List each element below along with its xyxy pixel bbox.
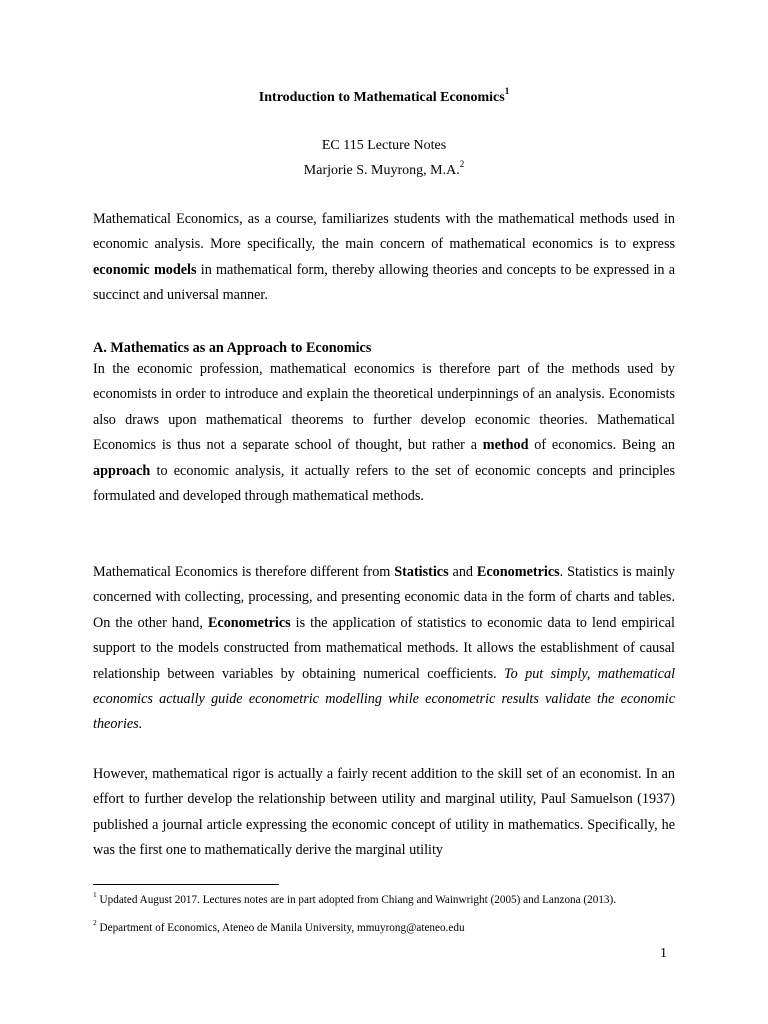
footnote-2-mark: 2 — [93, 918, 97, 928]
intro-text-2: in mathematical form, thereby allowing theories and concepts to be expressed in a succinct and universal manner. — [93, 261, 676, 304]
author-text: Marjorie S. Muyrong, M.A. — [303, 163, 460, 178]
p2-italic-summary: To put simply, mathematical economics actually guide econometric modelling while econometric results validate the economic theories. — [93, 665, 676, 733]
p1-bold-approach: approach — [93, 462, 151, 479]
footnote-1-text: Updated August 2017. Lectures notes are in part adopted from Chiang and Wainwright (2005) and Lanzona (2013). — [96, 894, 617, 906]
section-heading-a: A. Mathematics as an Approach to Economics — [93, 340, 372, 356]
section-a-paragraph-3: However, mathematical rigor is actually a fairly recent addition to the skill set of an economist. In an effort to further develop the relationship between utility and marginal utility, Paul Samuelson (1937) published a journal article expressing the economic concept of utility in mathematics. Specifically, he was the first one to mathematically derive the marginal utility — [93, 766, 675, 859]
p2-bold-econometrics-2: Econometrics — [207, 614, 291, 631]
p2-text-2: and — [448, 564, 477, 580]
footnote-2 — [93, 918, 675, 935]
p2-bold-statistics: Statistics — [394, 564, 449, 580]
p2-text-4: is the application of statistics to economic data to lend empirical support to the models constructed from mathematical methods. It allows the establishment of causal relationship between variables by obtaining numerical coefficients. — [93, 614, 675, 682]
title-footnote-marker[interactable]: 1 — [504, 86, 510, 97]
document-author — [0, 159, 768, 180]
footnote-1 — [93, 890, 675, 907]
p2-text-1: Mathematical Economics is therefore different from — [93, 564, 395, 580]
document-title — [0, 86, 768, 107]
section-a-paragraph-1 — [93, 357, 675, 509]
p1-text-3: to economic analysis, it actually refers to the set of economic concepts and principles formulated and developed through mathematical methods. — [93, 462, 675, 505]
footnote-separator — [93, 884, 279, 885]
intro-bold-economic-models: economic models — [93, 261, 197, 278]
p2-bold-econometrics: Econometrics — [476, 564, 560, 580]
footnote-1-mark: 1 — [93, 890, 97, 900]
author-footnote-marker[interactable]: 2 — [459, 159, 465, 170]
intro-paragraph — [93, 207, 675, 309]
page-number: 1 — [660, 946, 667, 961]
p1-text-2: of economics. Being an — [528, 437, 675, 454]
p2-text-3: . Statistics is mainly concerned with collecting, processing, and presenting economic data in the form of charts and tables. On the other hand, — [93, 564, 675, 631]
intro-text-1: Mathematical Economics, as a course, familiarizes students with the mathematical methods used in economic analysis. More specifically, the main concern of mathematical economics is to express — [93, 211, 675, 253]
p1-bold-method: method — [482, 437, 529, 454]
document-subtitle: EC 115 Lecture Notes — [321, 138, 447, 153]
p1-text-1: In the economic profession, mathematical economics is therefore part of the methods used by economists in order to introduce and explain the theoretical underpinnings of an analysis. Economists also draws upon mathematical theorems to further develop economic theories. Mathematical Economics is thus not a separate school of thought, but rather a — [93, 361, 675, 454]
title-text: Introduction to Mathematical Economics — [258, 90, 505, 105]
section-a-paragraph-2 — [93, 560, 675, 738]
footnote-2-text: Department of Economics, Ateneo de Manila University, mmuyrong@ateneo.edu — [96, 922, 465, 934]
